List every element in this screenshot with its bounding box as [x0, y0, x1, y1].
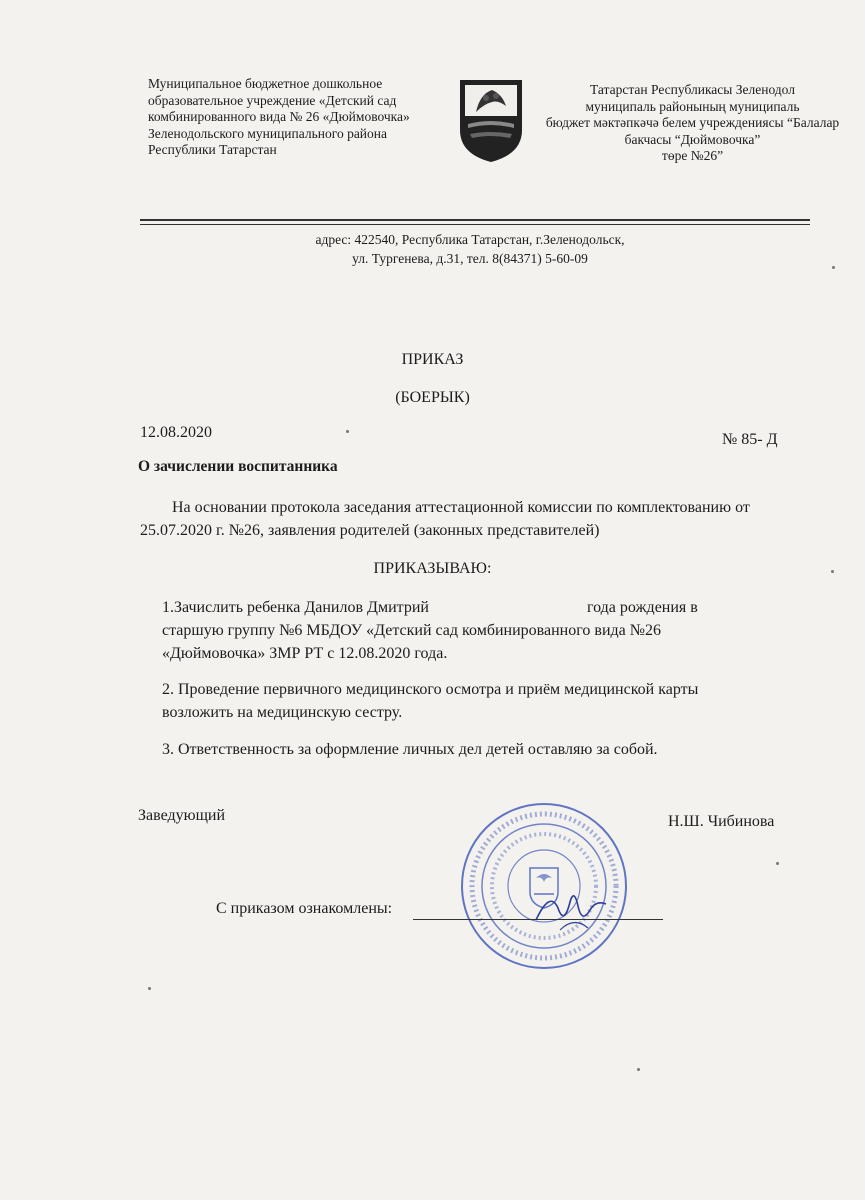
item-text: 2. Проведение первичного медицинского осмотра и приём медицинской карты [162, 681, 699, 698]
document-subject: О зачислении воспитанника [138, 458, 338, 475]
org-line: төре №26” [661, 148, 724, 163]
org-line: Зеленодольского муниципального района [148, 125, 387, 141]
address-block [200, 230, 740, 268]
redacted-field [433, 601, 583, 615]
item-text: старшую группу №6 МБДОУ «Детский сад комбинированного вида №26 [162, 622, 662, 639]
order-item-3: 3. Ответственность за оформление личных дел детей оставляю за собой. [162, 741, 658, 758]
basis-paragraph [140, 496, 812, 542]
order-heading: ПРИКАЗЫВАЮ: [373, 560, 492, 577]
head-position: Заведующий [138, 807, 226, 824]
document-title: ПРИКАЗ [401, 351, 464, 368]
acknowledgement-label: С приказом ознакомлены: [216, 900, 393, 917]
document-title-tatar: (БОЕРЫК) [395, 389, 470, 406]
org-line: образовательное учреждение «Детский сад [148, 92, 397, 108]
basis-line: 25.07.2020 г. №26, заявления родителей (законных представителей) [140, 522, 600, 539]
org-line: бакчасы “Дюймовочка” [624, 131, 761, 147]
signature-line [413, 919, 663, 920]
order-item-1 [162, 596, 762, 665]
order-item-2 [162, 678, 762, 724]
scan-speck [148, 987, 151, 990]
org-line: бюджет мәктәпкәчә белем учреждениясы “Балалар [545, 115, 840, 130]
org-name-russian [148, 76, 448, 159]
scan-speck [832, 266, 835, 269]
org-name-tatar [520, 82, 865, 165]
org-line: Республики Татарстан [148, 142, 277, 157]
item-text: «Дюймовочка» ЗМР РТ с 12.08.2020 года. [162, 645, 448, 662]
municipal-emblem-icon [456, 76, 526, 164]
org-line: муниципаль районының муниципаль [585, 98, 800, 114]
signature-icon [530, 880, 610, 950]
scan-speck [637, 1068, 640, 1071]
basis-line: На основании протокола заседания аттестационной комиссии по комплектованию от [172, 499, 750, 516]
address-line: адрес: 422540, Республика Татарстан, г.Зеленодольск, [315, 232, 625, 247]
scan-speck [831, 570, 834, 573]
item-text: года рождения в [586, 599, 698, 616]
item-text: 1.Зачислить ребенка Данилов Дмитрий [162, 599, 429, 616]
scan-speck [776, 862, 779, 865]
org-line: Муниципальное бюджетное дошкольное [148, 76, 383, 91]
document-number: № 85- Д [722, 431, 778, 448]
address-line: ул. Тургенева, д.31, тел. 8(84371) 5-60-09 [352, 251, 588, 266]
head-name: Н.Ш. Чибинова [668, 813, 775, 830]
scan-speck [346, 430, 349, 433]
header-divider-thin [140, 224, 810, 225]
item-text: возложить на медицинскую сестру. [162, 704, 403, 721]
document-date: 12.08.2020 [140, 424, 212, 441]
header-divider [140, 219, 810, 221]
org-line: Татарстан Республикасы Зеленодол [590, 82, 795, 97]
org-line: комбинированного вида № 26 «Дюймовочка» [148, 109, 410, 124]
